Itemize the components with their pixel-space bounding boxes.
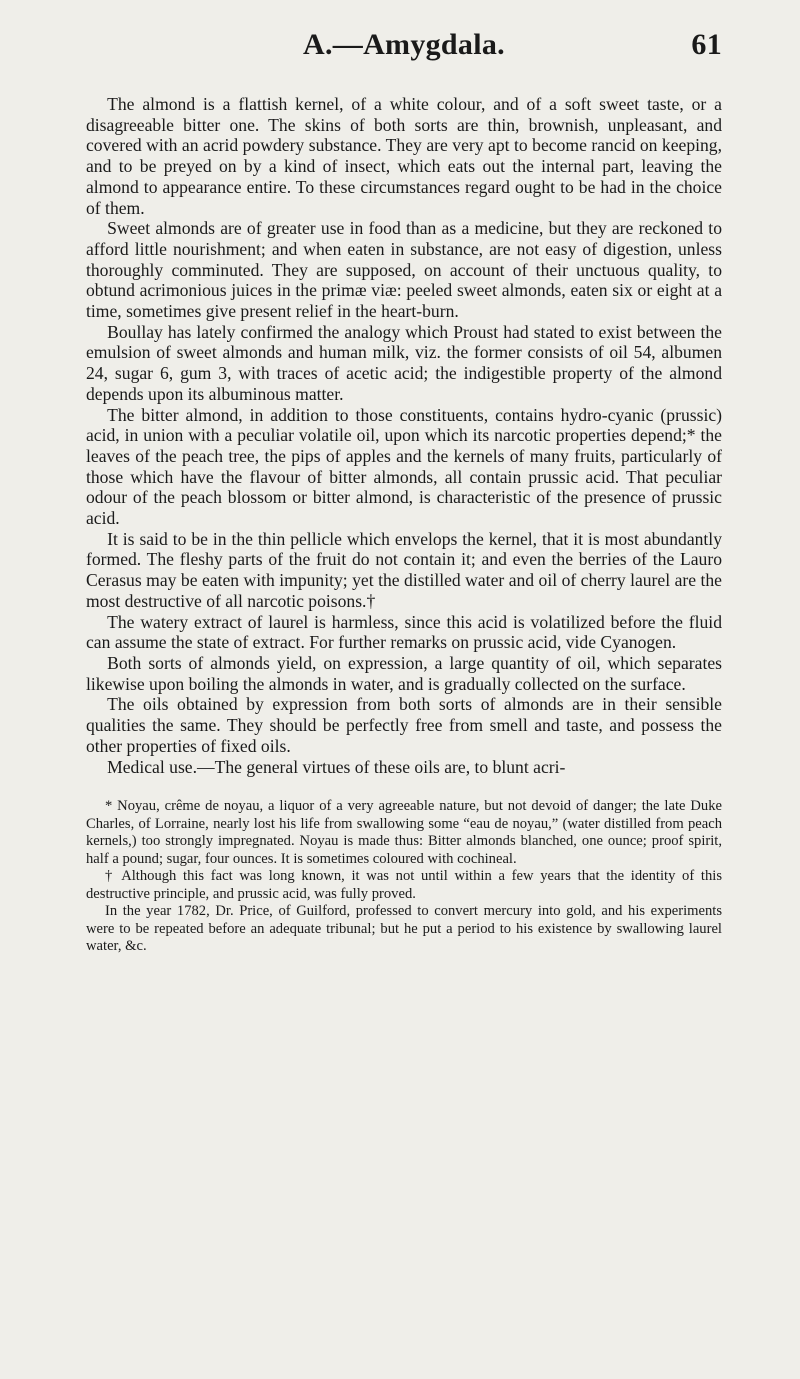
paragraph: The bitter almond, in addition to those constituents, contains hydro-cyanic (prussic) acid, in union with a peculiar volatile oil, upon which its narcotic properties depend;* the leaves of the peach tree, the pips of apples and the kernels of many fruits, particularly of those which have the flavour of bitter almonds, all contain prussic acid. That peculiar odour of the peach blossom or bitter almond, is characteristic of the presence of prussic acid.	[86, 404, 722, 529]
page-title: A.—Amygdala.	[303, 28, 505, 61]
running-header	[86, 22, 722, 68]
footnote: † Although this fact was long known, it was not until within a few years that the identity of this destructive principle, and prussic acid, was fully proved.	[86, 868, 722, 902]
paragraph: Medical use.—The general virtues of these oils are, to blunt acri-	[107, 756, 566, 777]
paragraph: It is said to be in the thin pellicle which envelops the kernel, that it is most abundantly formed. The fleshy parts of the fruit do not contain it; and even the berries of the Lauro Cerasus may be eaten with impunity; yet the distilled water and oil of cherry laurel are the most destructive of all narcotic poisons.†	[86, 528, 722, 611]
body-text	[86, 94, 722, 777]
footnotes	[86, 798, 722, 956]
footnote: * Noyau, crême de noyau, a liquor of a very agreeable nature, but not devoid of danger; the late Duke Charles, of Lorraine, nearly lost his life from swallowing some “eau de noyau,” (water distilled from peach kernels,) too strongly impregnated. Noyau is made thus: Bitter almonds blanched, one ounce; proof spirit, half a pound; sugar, four ounces. It is sometimes coloured with cochineal.	[86, 798, 722, 867]
page-number: 61	[691, 28, 722, 61]
paragraph: The watery extract of laurel is harmless, since this acid is volatilized before the fluid can assume the state of extract. For further remarks on prussic acid, vide Cyanogen.	[86, 611, 722, 653]
paragraph: The oils obtained by expression from both sorts of almonds are in their sensible qualities the same. They should be perfectly free from smell and taste, and possess the other properties of fixed oils.	[86, 694, 722, 756]
paragraph: Both sorts of almonds yield, on expression, a large quantity of oil, which separates likewise upon boiling the almonds in water, and is gradually collected on the surface.	[86, 652, 722, 694]
paragraph: Sweet almonds are of greater use in food than as a medicine, but they are reckoned to afford little nourishment; and when eaten in substance, are not easy of digestion, unless thoroughly comminuted. They are supposed, on account of their unctuous quality, to obtund acrimonious juices in the primæ viæ: peeled sweet almonds, eaten six or eight at a time, sometimes give present relief in the heart-burn.	[86, 218, 722, 322]
paragraph: The almond is a flattish kernel, of a white colour, and of a soft sweet taste, or a disagreeable bitter one. The skins of both sorts are thin, brownish, unpleasant, and covered with an acrid powdery substance. They are very apt to become rancid on keeping, and to be preyed on by a kind of insect, which eats out the internal part, leaving the almond to appearance entire. To these circumstances regard ought to be had in the choice of them.	[86, 94, 722, 218]
footnote: In the year 1782, Dr. Price, of Guilford, professed to convert mercury into gold, and his experiments were to be repeated before an adequate tribunal; but he put a period to his existence by swallowing laurel water, &c.	[86, 903, 722, 955]
paragraph: Boullay has lately confirmed the analogy which Proust had stated to exist between the emulsion of sweet almonds and human milk, viz. the former consists of oil 54, albumen 24, sugar 6, gum 3, with traces of acetic acid; the indigestible property of the almond depends upon its albuminous matter.	[86, 321, 722, 404]
